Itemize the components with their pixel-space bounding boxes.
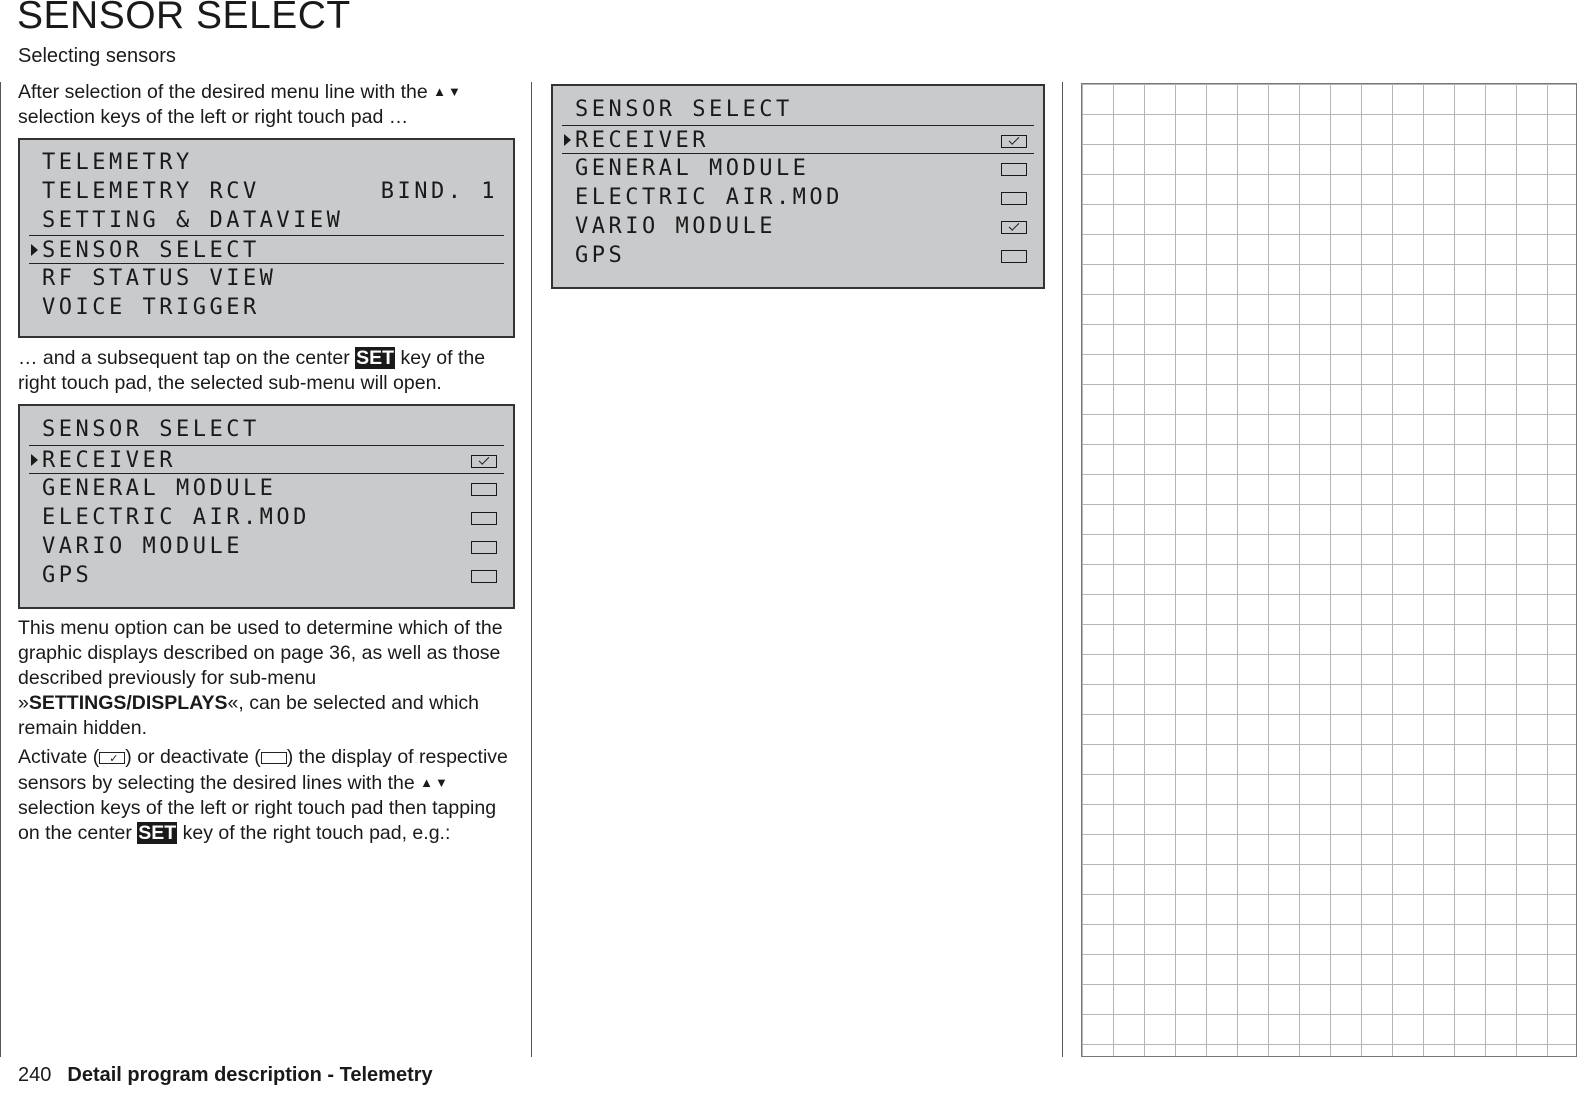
menu-line-label: RECEIVER [42,448,176,473]
cursor-arrow-icon [31,244,38,256]
paragraph-text: selection keys of the left or right touch pad … [18,106,409,128]
menu-name: SETTINGS/DISPLAYS [28,692,228,714]
empty-box-icon[interactable] [471,570,497,583]
menu-line-label: VARIO MODULE [42,534,243,559]
checked-box-icon [99,752,125,764]
menu-line-label: RECEIVER [575,128,709,153]
page-footer [18,1064,433,1087]
menu-line-label: ELECTRIC AIR.MOD [42,505,310,530]
left-margin-rule [0,82,1,1057]
menu-line-label: TELEMETRY [42,150,193,175]
sensor-line[interactable] [562,125,1034,154]
sensor-line[interactable] [29,503,504,532]
page-title: SENSOR SELECT [17,0,351,37]
menu-line-label: GENERAL MODULE [42,476,277,501]
screen-title-label: SENSOR SELECT [42,417,260,442]
cursor-arrow-icon [31,454,38,466]
sensor-line[interactable] [29,445,504,474]
menu-line-label: GPS [575,243,626,268]
paragraph-text: ) the display of respective sensors by selecting the desired lines with the [18,746,508,794]
paragraph-text: … and a subsequent tap on the center [18,347,350,369]
sensor-line[interactable] [562,241,1034,270]
menu-line-label: ELECTRIC AIR.MOD [575,185,843,210]
menu-line-label: GENERAL MODULE [575,156,810,181]
sensor-select-screen [18,404,515,609]
empty-box-icon[interactable] [471,483,497,496]
paragraph-text: Activate ( [18,746,100,768]
empty-box-icon[interactable] [1001,192,1027,205]
up-down-arrows-icon: ▲▼ [433,84,463,99]
set-key-badge: SET [356,347,395,369]
empty-box-icon [261,752,287,764]
sensor-line[interactable] [29,532,504,561]
sensor-line[interactable] [562,183,1034,212]
telemetry-menu-line[interactable] [29,148,504,177]
paragraph-text: ) or deactivate ( [125,746,261,768]
paragraph-text: «, can be selected and which remain hidden. [18,692,480,739]
paragraph-text: This menu option can be used to determine which of the graphic displays described on page 36, as well as those described previously for sub-menu » [18,617,503,714]
screen-title [29,415,504,444]
sensor-line[interactable] [29,561,504,590]
column-divider [531,82,532,1057]
sensor-select-example-screen [551,84,1045,289]
paragraph-text: key of the right touch pad, e.g.: [182,822,451,844]
menu-line-label: SENSOR SELECT [42,238,260,263]
column-divider [1062,82,1063,1057]
menu-line-value: BIND. 1 [380,179,498,204]
intro-paragraph [18,79,518,130]
screen-title-label: SENSOR SELECT [575,97,793,122]
sensor-line[interactable] [29,474,504,503]
empty-box-icon[interactable] [471,541,497,554]
menu-line-label: VARIO MODULE [575,214,776,239]
checked-box-icon[interactable] [471,455,497,468]
empty-box-icon[interactable] [1001,250,1027,263]
telemetry-menu-line[interactable] [29,264,504,293]
set-key-paragraph [18,346,508,396]
cursor-arrow-icon [564,134,571,146]
set-key-badge: SET [138,822,177,844]
description-paragraph [18,616,513,741]
notes-grid [1081,83,1577,1057]
telemetry-menu-screen [18,138,515,338]
telemetry-menu-line[interactable] [29,206,504,235]
checked-box-icon[interactable] [1001,135,1027,148]
paragraph-text: selection keys of the left or right touch pad then tapping on the center [18,797,497,844]
page-number: 240 [18,1064,52,1086]
up-down-arrows-icon: ▲▼ [420,775,450,790]
screen-title [562,95,1034,124]
section-name: Detail program description - Telemetry [67,1064,433,1086]
telemetry-menu-line[interactable] [29,293,504,322]
sensor-line[interactable] [562,212,1034,241]
empty-box-icon[interactable] [471,512,497,525]
menu-line-label: VOICE TRIGGER [42,295,260,320]
paragraph-text: After selection of the desired menu line with the [18,81,428,103]
page-subtitle: Selecting sensors [18,45,176,67]
paragraph-text: key of the right touch pad, the selected sub-menu will open. [18,347,486,394]
checked-box-icon[interactable] [1001,221,1027,234]
menu-line-label: GPS [42,563,93,588]
activate-paragraph [18,745,513,846]
menu-line-label: SETTING & DATAVIEW [42,208,344,233]
sensor-line[interactable] [562,154,1034,183]
menu-line-label: TELEMETRY RCV [42,179,260,204]
telemetry-menu-line[interactable] [29,235,504,264]
menu-line-label: RF STATUS VIEW [42,266,277,291]
empty-box-icon[interactable] [1001,163,1027,176]
telemetry-menu-line[interactable] [29,177,504,206]
